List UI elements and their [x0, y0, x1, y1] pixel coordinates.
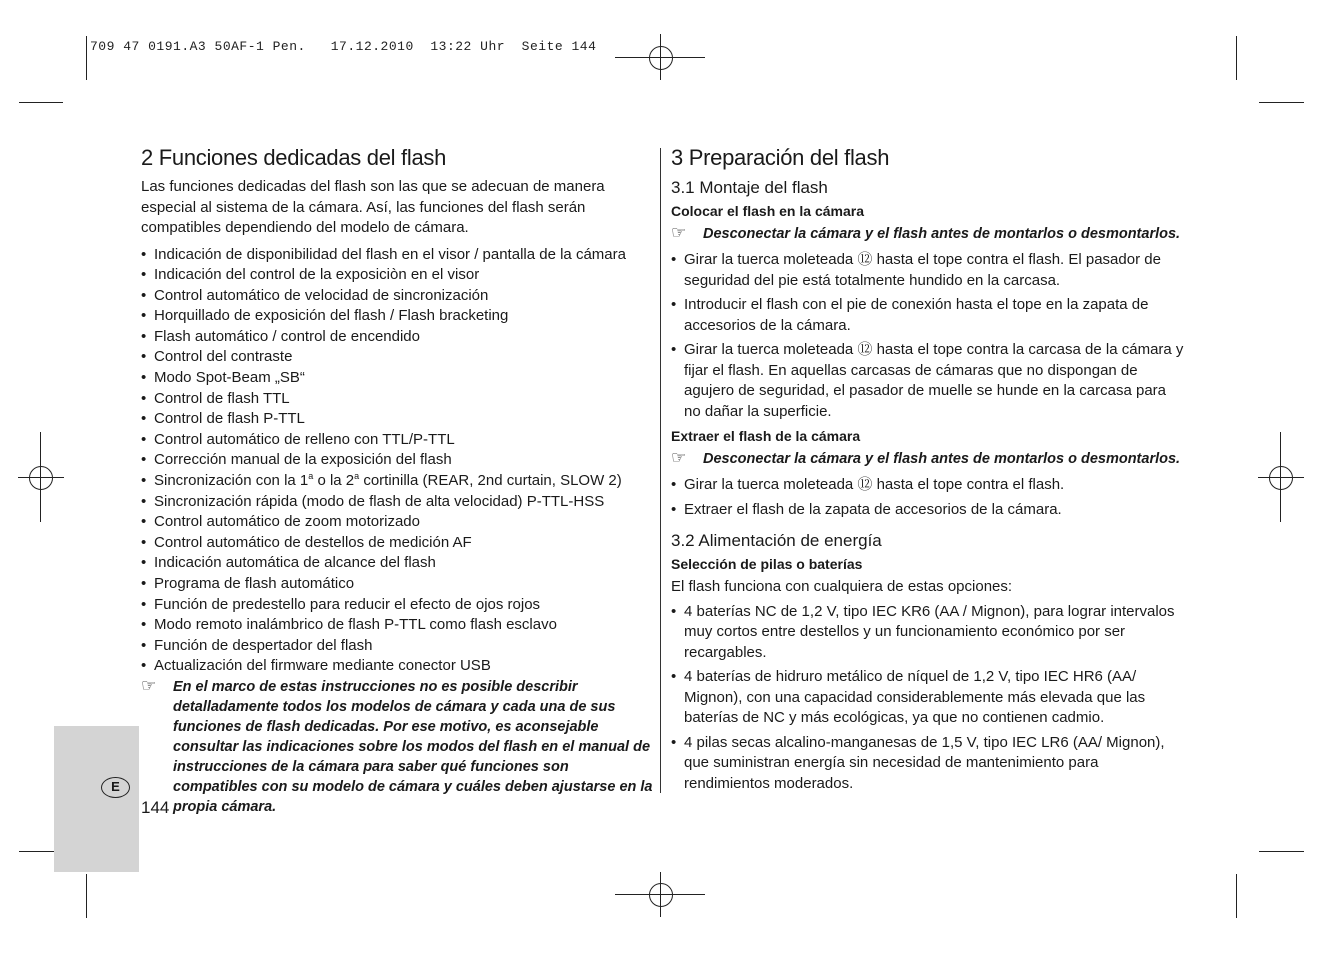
- language-badge: E: [101, 777, 130, 798]
- print-slug: 709 47 0191.A3 50AF-1 Pen. 17.12.2010 13:22 Uhr Seite 144: [90, 39, 597, 54]
- list-item: • Control de flash P-TTL: [141, 409, 653, 430]
- page-number: 144: [141, 798, 170, 817]
- list-item: • Indicación automática de alcance del flash: [141, 553, 653, 574]
- list-item: • Actualización del firmware mediante conector USB: [141, 656, 653, 677]
- list-item: • Girar la tuerca moleteada ⑫ hasta el tope contra la carcasa de la cámara y fijar el flash. En aquellas carcasas de cámaras que no dispongan de agujero de seguridad, el pasador de muelle se hunde en la carcasa para no dañar la superficie.: [671, 340, 1186, 422]
- subsection-heading: 3.1 Montaje del flash: [671, 178, 828, 197]
- intro-paragraph: El flash funciona con cualquiera de estas opciones:: [671, 578, 1013, 595]
- list-item: • 4 baterías de hidruro metálico de níquel de 1,2 V, tipo IEC HR6 (AA/ Mignon), con una capacidad considerablemente más elevada que las baterías de NC y más ecológicas, ya que no contienen cadmio.: [671, 667, 1186, 729]
- warning-note: [671, 224, 1186, 244]
- warning-text: Desconectar la cámara y el flash antes de montarlos o desmontarlos.: [703, 226, 1181, 242]
- subsection-heading: 3.2 Alimentación de energía: [671, 531, 882, 550]
- language-side-tab: [54, 726, 139, 872]
- list-item: • Control automático de velocidad de sincronización: [141, 286, 653, 307]
- crop-mark: [19, 102, 63, 103]
- section-heading: 2 Funciones dedicadas del flash: [141, 145, 447, 170]
- step-list: [671, 250, 1186, 422]
- feature-list: [141, 245, 653, 677]
- intro-paragraph: Las funciones dedicadas del flash son las que se adecuan de manera especial al sistema de la cámara. Así, las funciones del flash serán compatibles dependiendo del modelo de cámara.: [141, 178, 605, 236]
- list-item: • 4 pilas secas alcalino-manganesas de 1,5 V, tipo IEC LR6 (AA/ Mignon), que suministran energía sin necesidad de mantenimiento para rendimientos moderados.: [671, 733, 1186, 795]
- list-item: • Control del contraste: [141, 347, 653, 368]
- crop-mark: [86, 874, 87, 918]
- sub-heading: Colocar el flash en la cámara: [671, 203, 864, 219]
- list-item: • Control automático de zoom motorizado: [141, 512, 653, 533]
- list-item: • Indicación de disponibilidad del flash en el visor / pantalla de la cámara: [141, 245, 653, 266]
- list-item: • Extraer el flash de la zapata de accesorios de la cámara.: [671, 500, 1186, 521]
- column-divider: [660, 148, 661, 793]
- list-item: • Corrección manual de la exposición del flash: [141, 450, 653, 471]
- crop-mark: [86, 36, 87, 80]
- left-column: [141, 145, 653, 817]
- list-item: • Sincronización con la 1$^a$ o la 2$^a$ cortinilla (REAR, 2nd curtain, SLOW 2): [141, 471, 653, 492]
- list-item: • Programa de flash automático: [141, 574, 653, 595]
- list-item: • Girar la tuerca moleteada ⑫ hasta el tope contra el flash.: [671, 475, 1186, 496]
- section-heading: 3 Preparación del flash: [671, 145, 890, 170]
- list-item: • Horquillado de exposición del flash / Flash bracketing: [141, 306, 653, 327]
- list-item: • Introducir el flash con el pie de conexión hasta el tope en la zapata de accesorios de la cámara.: [671, 295, 1186, 336]
- list-item: • Control automático de destellos de medición AF: [141, 533, 653, 554]
- warning-text: Desconectar la cámara y el flash antes de montarlos o desmontarlos.: [703, 451, 1181, 467]
- list-item: • Flash automático / control de encendido: [141, 327, 653, 348]
- list-item: • Control de flash TTL: [141, 389, 653, 410]
- pointing-hand-icon: ☞: [671, 448, 687, 467]
- list-item: • Modo remoto inalámbrico de flash P-TTL como flash esclavo: [141, 615, 653, 636]
- list-item: • Indicación del control de la exposiciòn en el visor: [141, 265, 653, 286]
- sub-heading: Selección de pilas o baterías: [671, 556, 863, 572]
- list-item: • 4 baterías NC de 1,2 V, tipo IEC KR6 (AA / Mignon), para lograr intervalos muy cortos entre destellos y un funcionamiento económico por ser recargables.: [671, 602, 1186, 664]
- crop-mark: [1236, 36, 1237, 80]
- list-item: • Girar la tuerca moleteada ⑫ hasta el tope contra el flash. El pasador de seguridad del pie está totalmente hundido en la carcasa.: [671, 250, 1186, 291]
- list-item: • Control automático de relleno con TTL/P-TTL: [141, 430, 653, 451]
- warning-note: [671, 449, 1186, 469]
- list-item: • Sincronización rápida (modo de flash de alta velocidad) P-TTL-HSS: [141, 492, 653, 513]
- right-column: [671, 145, 1186, 798]
- list-item: • Modo Spot-Beam „SB“: [141, 368, 653, 389]
- crop-mark: [1236, 874, 1237, 918]
- hint-note: [141, 677, 653, 817]
- battery-list: [671, 602, 1186, 795]
- list-item: • Función de despertador del flash: [141, 636, 653, 657]
- pointing-hand-icon: ☞: [141, 675, 157, 695]
- hint-text: En el marco de estas instrucciones no es posible describir detalladamente todos los modelos de cámara y cada una de sus funciones de flash dedicadas. Por ese motivo, es aconsejable consultar las indicaciones sobre los modos del flash en el manual de instrucciones de la cámara para saber qué funciones son compatibles con su modelo de cámara y cuáles deben ajustarse en la propia cámara.: [173, 678, 653, 815]
- step-list: [671, 475, 1186, 520]
- list-item: • Función de predestello para reducir el efecto de ojos rojos: [141, 595, 653, 616]
- crop-mark: [1259, 102, 1304, 103]
- crop-mark: [1259, 851, 1304, 852]
- pointing-hand-icon: ☞: [671, 223, 687, 242]
- sub-heading: Extraer el flash de la cámara: [671, 428, 861, 444]
